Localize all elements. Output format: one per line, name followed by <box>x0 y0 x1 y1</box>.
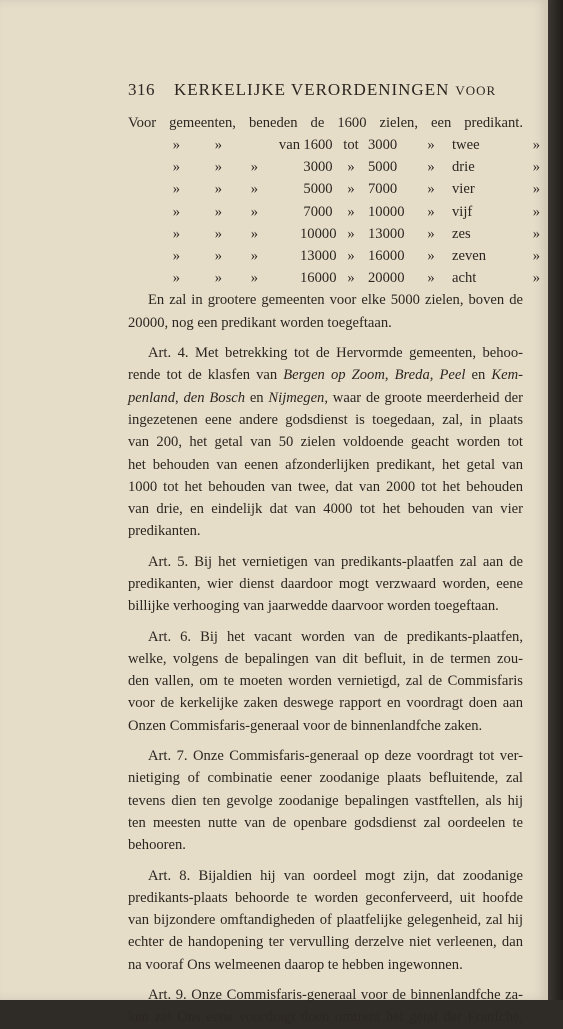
table-cell-q3: » <box>250 159 258 176</box>
text-line: van 200, het getal van 50 zielen voldoende geacht worden tot <box>128 434 523 451</box>
table-cell-num2: 3000 <box>368 137 398 153</box>
table-row <box>128 267 540 289</box>
text-line: den vallen, om te moeten worden vernietigd, zal de Commisfaris <box>128 673 523 690</box>
table-cell-num2: 16000 <box>368 248 405 265</box>
table-cell-q1: » <box>172 225 180 242</box>
text-line: billijke verhooging van jaarwedde daarvoor worden toegeftaan. <box>128 598 499 615</box>
table-row <box>128 223 540 245</box>
page-number: 316 <box>128 80 155 99</box>
table-cell-q4: » <box>427 270 435 287</box>
text-line: Art. 9. Onze Commisfaris-generaal voor de binnenlandfche za- <box>148 987 523 1004</box>
table-cell-count: vijf <box>452 203 473 220</box>
table-cell-tot: » <box>347 225 355 242</box>
text-line: Art. 8. Bijaldien hij van oordeel mogt zijn, dat zoodanige <box>148 867 523 884</box>
text-line: Art. 7. Onze Commisfaris-generaal op deze voordragt tot ver- <box>148 748 523 765</box>
table-cell-num1: 13000 <box>300 248 337 265</box>
article-4 <box>128 342 523 543</box>
table-cell-q2: » <box>214 159 222 176</box>
text-run: en <box>465 367 492 384</box>
text-line: na vooraf Ons welmeenen daarop te hebben ingewonnen. <box>128 956 463 973</box>
text-line: van drie, en eindelijk dat van 4000 tot het behouden van vier <box>128 501 523 518</box>
article-8 <box>128 865 523 976</box>
article-7 <box>128 745 523 856</box>
table-cell-num2: 20000 <box>368 270 405 287</box>
text-line: En zal in grootere gemeenten voor elke 5000 zielen, boven de <box>148 292 523 309</box>
text-line: welke, volgens de bepalingen van dit befluit, in de termen zou- <box>128 650 523 667</box>
table-cell-num1: 3000 <box>303 159 333 176</box>
place-name: Nijmegen <box>268 389 325 406</box>
text-line: tevens dien ten gevolge zoodanige bepalingen vastftellen, als hij <box>128 792 523 809</box>
place-name: penland <box>128 389 176 406</box>
table-cell-q5: » <box>532 248 540 265</box>
table-row <box>128 245 540 267</box>
article-6 <box>128 626 523 737</box>
text-run: , <box>429 367 440 384</box>
table-cell-tot: » <box>347 270 355 287</box>
table-cell-count: drie <box>452 159 475 176</box>
text-line: Art. 4. Met betrekking tot de Hervormde gemeenten, behoo- <box>148 345 523 362</box>
table-cell-q5: » <box>532 225 540 242</box>
text-line: 1000 tot het behouden van twee, dat van 2000 tot het behouden <box>128 478 523 495</box>
table-cell-tot: tot <box>343 137 359 153</box>
text-line: 20000, nog een predikant worden toegeftaan. <box>128 314 392 331</box>
table-cell-q2: » <box>214 270 222 287</box>
table-row <box>128 201 540 223</box>
table-row <box>128 178 540 200</box>
table-row <box>128 156 540 178</box>
table-cell-count: vier <box>452 181 475 198</box>
running-header <box>128 80 523 100</box>
table-cell-tot: » <box>347 181 355 198</box>
table-cell-q3: » <box>250 181 258 198</box>
table-cell-num1: 5000 <box>303 181 333 198</box>
table-cell-q1: » <box>172 248 180 265</box>
text-line: Art. 6. Bij het vacant worden van de predikants-plaatfen, <box>148 628 523 645</box>
text-line: Onzen Commisfaris-generaal voor de binnenlandfche zaken. <box>128 717 483 734</box>
table-cell-tot: » <box>347 159 355 176</box>
table-cell-q1: » <box>172 181 180 198</box>
table-cell-q4: » <box>427 159 435 176</box>
table-cell-q1: » <box>172 203 180 220</box>
table-cell-q3: » <box>250 270 258 287</box>
table-cell-num2: 7000 <box>368 181 398 198</box>
table-cell-count: zes <box>452 225 471 242</box>
text-run: , <box>175 389 184 406</box>
place-name: Kem- <box>491 367 524 384</box>
text-run: rende tot de klasfen van <box>128 367 284 384</box>
table-cell-q3: » <box>250 203 258 220</box>
place-name: Bergen op Zoom <box>283 367 385 384</box>
table-cell-num1: 16000 <box>300 270 337 287</box>
table-cell-num2: 10000 <box>368 203 405 220</box>
table-cell-q4: » <box>427 225 435 242</box>
text-run: en <box>245 389 269 406</box>
table-cell-q4: » <box>427 137 435 153</box>
text-line: predikanten. <box>128 523 201 540</box>
text-line: predikanten, wier dienst daardoor mogt verzwaard worden, eene <box>128 575 523 592</box>
place-name: Peel <box>439 367 466 384</box>
intro-line: Voor gemeenten, beneden de 1600 zielen, een predikant. <box>128 115 523 131</box>
table-cell-q5: » <box>532 159 540 176</box>
text-line <box>128 387 523 409</box>
table-cell-count: twee <box>452 137 480 153</box>
table-cell-num1: 7000 <box>303 203 333 220</box>
running-title-suffix: VOOR <box>455 83 497 98</box>
table-cell-q3: » <box>250 225 258 242</box>
text-line: nietiging of combinatie eener zoodanige plaats befluitende, zal <box>128 770 523 787</box>
table-cell-q5: » <box>532 270 540 287</box>
table-cell-num1: 1600 <box>303 137 333 153</box>
preacher-table <box>128 134 540 289</box>
text-line: voor de kerkelijke zaken deswege rapport en voordragt doen aan <box>128 695 523 712</box>
table-cell-q4: » <box>427 248 435 265</box>
table-cell-num2: 5000 <box>368 159 398 176</box>
text-line: echter de handopening ter vervulling derzelve niet verleenen, dan <box>128 934 523 951</box>
table-cell-q1: » <box>172 270 180 287</box>
text-line: Art. 5. Bij het vernietigen van predikants-plaatfen zal aan de <box>148 553 523 570</box>
table-cell-q3: » <box>250 248 258 265</box>
place-name: den Bosch <box>183 389 246 406</box>
book-gutter-edge <box>548 0 563 1000</box>
place-name: Breda <box>394 367 430 384</box>
article-9 <box>128 984 523 1029</box>
running-title: KERKELIJKE VERORDENINGEN <box>174 80 450 99</box>
table-cell-tot: » <box>347 203 355 220</box>
table-cell-q2: » <box>214 137 222 153</box>
table-cell-q4: » <box>427 181 435 198</box>
table-cell-q2: » <box>214 181 222 198</box>
closing-paragraph <box>128 289 523 334</box>
text-line: ingezetenen eene andere godsdienst is toegedaan, zal, in plaats <box>128 411 523 428</box>
text-line: behooren. <box>128 837 186 854</box>
table-cell-tot: » <box>347 248 355 265</box>
text-line <box>128 364 523 386</box>
table-cell-q1: » <box>172 159 180 176</box>
text-run: , <box>384 367 395 384</box>
table-cell-count: acht <box>452 270 477 287</box>
text-line: van bijzondere omftandigheden of plaatfelijke gelegenheid, zal hij <box>128 912 523 929</box>
table-cell-count: zeven <box>452 248 487 265</box>
table-cell-q2: » <box>214 248 222 265</box>
text-line: ken zal Ons eene voordragt doen omtrent het getal der Franfche, <box>128 1009 523 1026</box>
table-cell-q2: » <box>214 225 222 242</box>
page-content <box>128 80 540 1029</box>
table-cell-q5: » <box>532 137 540 153</box>
article-5 <box>128 551 523 618</box>
table-cell-q5: » <box>532 181 540 198</box>
text-line: predikants-plaats behoorde te worden geconferveerd, uit hoofde <box>128 889 523 906</box>
table-cell-q4: » <box>427 203 435 220</box>
table-cell-from: van <box>278 137 300 153</box>
table-cell-q5: » <box>532 203 540 220</box>
text-line: ten meesten nutte van de openbare godsdienst zal oordeelen te <box>128 814 523 831</box>
table-cell-q2: » <box>214 203 222 220</box>
text-run: , waar de groote meerderheid der <box>324 389 523 406</box>
table-cell-num1: 10000 <box>300 225 337 242</box>
table-row <box>128 134 540 156</box>
text-line: het behouden van eenen afzonderlijken predikant, het getal van <box>128 456 523 473</box>
table-cell-num2: 13000 <box>368 225 405 242</box>
table-cell-q1: » <box>172 137 180 153</box>
